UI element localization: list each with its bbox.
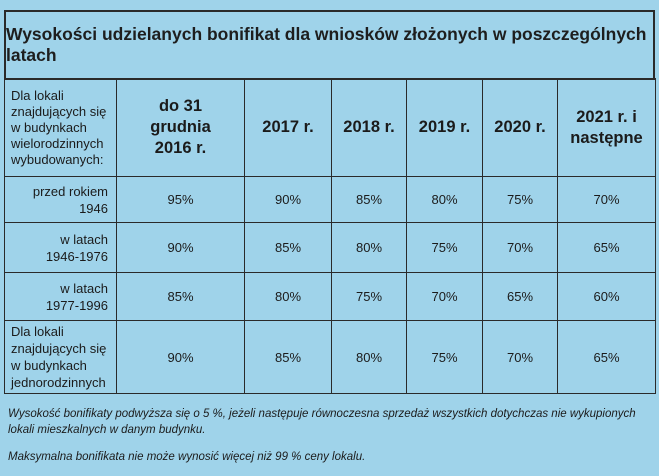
- row-label: w latach 1946-1976: [5, 223, 117, 273]
- table-cell: 75%: [407, 321, 483, 394]
- column-header: do 31 grudnia 2016 r.: [117, 79, 245, 177]
- table-cell: 95%: [117, 177, 245, 223]
- table-cell: 80%: [332, 321, 407, 394]
- table-cell: 80%: [332, 223, 407, 273]
- bonus-table: [4, 78, 656, 394]
- column-header: 2021 r. i następne: [558, 79, 656, 177]
- column-header: 2018 r.: [332, 79, 407, 177]
- document-title: Wysokości udzielanych bonifikat dla wniosków złożonych w poszczególnych latach: [4, 10, 655, 80]
- table-cell: 65%: [558, 321, 656, 394]
- corner-header: Dla lokali znajdujących się w budynkach wielorodzinnych wybudowanych:: [5, 79, 117, 177]
- footnotes: [8, 406, 653, 476]
- column-header: 2020 r.: [483, 79, 558, 177]
- table-cell: 90%: [245, 177, 332, 223]
- footnote: Maksymalna bonifikata nie może wynosić więcej niż 99 % ceny lokalu.: [8, 451, 366, 463]
- table-cell: 65%: [483, 273, 558, 321]
- table-cell: 75%: [483, 177, 558, 223]
- table-cell: 90%: [117, 321, 245, 394]
- footnote: Wysokość bonifikaty podwyższa się o 5 %, jeżeli następuje równoczesna sprzedaż wszystkich dotychczas nie wykupionych lokali mieszkalnych w danym budynku.: [8, 408, 636, 436]
- table-cell: 85%: [117, 273, 245, 321]
- table-cell: 75%: [407, 223, 483, 273]
- table-cell: 90%: [117, 223, 245, 273]
- table-cell: 85%: [245, 321, 332, 394]
- table-cell: 65%: [558, 223, 656, 273]
- table-cell: 70%: [407, 273, 483, 321]
- table-cell: 85%: [245, 223, 332, 273]
- table-cell: 80%: [407, 177, 483, 223]
- table-cell: 70%: [483, 321, 558, 394]
- row-label: w latach 1977-1996: [5, 273, 117, 321]
- table-cell: 70%: [558, 177, 656, 223]
- table-row: [5, 321, 656, 394]
- table-cell: 85%: [332, 177, 407, 223]
- table-cell: 75%: [332, 273, 407, 321]
- row-label: przed rokiem 1946: [5, 177, 117, 223]
- table-row: [5, 223, 656, 273]
- table-cell: 70%: [483, 223, 558, 273]
- header-row: [5, 79, 656, 177]
- table-row: [5, 273, 656, 321]
- table-cell: 60%: [558, 273, 656, 321]
- row-label: Dla lokali znajdujących się w budynkach jednorodzinnych: [5, 321, 117, 394]
- column-header: 2017 r.: [245, 79, 332, 177]
- table-row: [5, 177, 656, 223]
- bonus-document: [4, 10, 655, 394]
- column-header: 2019 r.: [407, 79, 483, 177]
- table-cell: 80%: [245, 273, 332, 321]
